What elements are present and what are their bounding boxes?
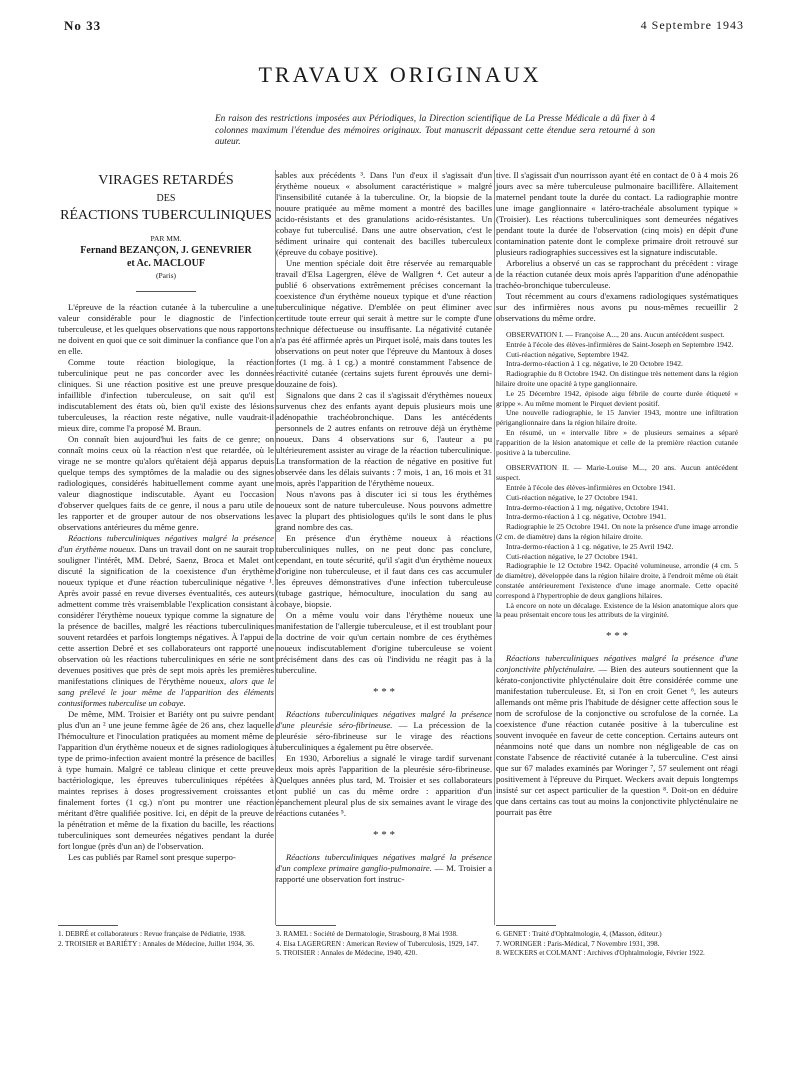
paragraph bbox=[58, 533, 274, 709]
paragraph: Signalons que dans 2 cas il s'agissait d'érythèmes noueux survenus chez des enfants ayant depuis plusieurs mois une adénopathie trachéobronchique. Dans les antécédents personnels de 2 autres enfants on retrouve déjà un érythème noueux. Dans 4 observations sur 6, l'auteur a pu ultérieurement assister au virage de la réaction tuberculinique. La transformation de la réaction de négative en positive fut observée dans les délais suivants : 7 mois, 1 an, 16 mois et 31 mois, après l'apparition de l'érythème noueux. bbox=[276, 390, 492, 488]
title-rule bbox=[136, 291, 196, 292]
section-stars: * * * bbox=[373, 829, 395, 841]
subheading-text: Dans un travail dont on ne saurait trop souligner l'intérêt, MM. Debré, Saenz, Broca et Malet ont discuté la signification de la coexistence d'un érythème noueux typique et d'une réaction tuberculinique négative ¹. Après avoir passé en revue diverses éventualités, ces auteurs admettent comme très vraisemblable l'explication consistant à considérer l'érythème noueux typique comme la signature de la présence de bacilles, malgré les réactions tuberculiniques souvent retardées et parfois longtemps négatives. À l'appui de cette assertion Debré et ses collaborateurs ont rapporté une observation où les réactions tuberculiniques en série ne sont devenues positives que près de sept mois après les premières manifestations cliniques de l'érythème noueux, bbox=[58, 544, 274, 686]
article-title-line1: VIRAGES RETARDÉS bbox=[98, 173, 234, 188]
column-divider bbox=[494, 170, 495, 925]
subheading: Réactions tuberculiniques négatives malgré la présence d'un érythème noueux. bbox=[58, 533, 274, 554]
editorial-notice: En raison des restrictions imposées aux Périodiques, la Direction scientifique de La Presse Médicale a dû fixer à 4 colonnes maximum l'étendue des mémoires originaux. Tout manuscrit dépassant cette étendue sera retourné à son auteur. bbox=[215, 114, 655, 147]
footnote-rule bbox=[58, 925, 118, 926]
obs-line: Là encore on note un décalage. Existence de la lésion anatomique alors que la peau présentait encore tous les attributs de la virginité. bbox=[496, 600, 738, 620]
paragraph: L'épreuve de la réaction cutanée à la tuberculine a une valeur considérable pour le diagnostic de l'infection tuberculeuse, et les quelques observations que nous rapportons ne doivent en quoi que ce soit diminuer la confiance que l'on a en elle. bbox=[58, 302, 274, 356]
paragraph bbox=[496, 653, 738, 818]
section-stars: * * * bbox=[373, 686, 395, 698]
footnote: 2. TROISIER et BARIÉTY : Annales de Médecine, Juillet 1934, 36. bbox=[58, 939, 255, 948]
obs-line: Radiographie le 25 Octobre 1941. On note la présence d'une image arrondie (2 cm. de diamètre) dans la région hilaire droite. bbox=[496, 522, 738, 541]
footnotes-col1 bbox=[58, 930, 274, 949]
paragraph bbox=[276, 709, 492, 753]
column-1 bbox=[58, 170, 274, 863]
obs-line: Intra-dermo-réaction à 1 cg. négative, le 25 Avril 1942. bbox=[506, 541, 674, 551]
paragraph: On a même voulu voir dans l'érythème noueux une manifestation de l'allergie tuberculeuse, et il est troublant pour la doctrine de voir qu'un certain nombre de ces érythèmes noueux indiscutablement d'origine tuberculeuse se voient précisément dans des cas où l'individu ne réagit pas à la tuberculine. bbox=[276, 610, 492, 675]
paragraph bbox=[276, 852, 492, 885]
paragraph: tive. Il s'agissait d'un nourrisson ayant été en contact de 0 à 4 mois 26 jours avec sa mère tuberculeuse pulmonaire bacillifère. Allaitement maternel pendant toute la durée du contact. La radiographie montre une image ganglionnaire « latéro-trachéale absolument typique » (Troisier). Les réactions tuberculiniques sont demeurées négatives pendant toute la durée de l'observation (cinq mois) en dépit d'une contamination patente dont le complexe primaire droit retrouvé sur plusieurs radiographies successives est la signature indiscutable. bbox=[496, 170, 738, 257]
footnote: 8. WECKERS et COLMANT : Archives d'Ophtalmologie, Février 1922. bbox=[496, 949, 705, 958]
subheading-text: — M. Troisier a rapporté une observation fort instruc- bbox=[276, 863, 492, 884]
obs-line: Entrée à l'école des élèves-infirmières en Octobre 1941. bbox=[506, 482, 676, 492]
paragraph: Tout récemment au cours d'examens radiologiques systématiques sur des infirmières nous avons pu nous-mêmes recueillir 2 observations du même ordre. bbox=[496, 291, 738, 323]
paragraph: sables aux précédents ³. Dans l'un d'eux il s'agissait d'un érythème noueux « absolument caractéristique » malgré l'insensibilité cutanée à la tuberculine. Or, la biopsie de la nouure pratiquée au même moment a montré des bacilles acido-résistants et des granulations acido-résistantes. Un cobaye fut tuberculisé. Dans une autre observation, c'est le sédiment urinaire qui contenait des bacilles tuberculeux (épreuve du cobaye positive). bbox=[276, 170, 492, 257]
obs-line: Cuti-réaction négative, Septembre 1942. bbox=[506, 349, 629, 359]
paragraph: Les cas publiés par Ramel sont presque superpo- bbox=[68, 852, 236, 862]
obs-line: Cuti-réaction négative, le 27 Octobre 1941. bbox=[506, 551, 638, 561]
authors-line1: Fernand BEZANÇON, J. GENEVRIER bbox=[80, 245, 252, 256]
obs-line: Le 25 Décembre 1942, épisode aigu fébrile de courte durée étiqueté « grippe ». Au même moment le Pirquet devient positif. bbox=[496, 388, 738, 408]
obs-line: Radiographie du 8 Octobre 1942. On distingue très nettement dans la région hilaire droite une opacité à type ganglionnaire. bbox=[496, 369, 738, 388]
paragraph: En présence d'un érythème noueux à réactions tuberculiniques nulles, on ne peut donc pas conclure, cependant, en toute sécurité, qu'il s'agit d'un érythème noueux d'origine non tuberculeuse, et il faut dans ces cas accumuler les épreuves démonstratives d'une infection tuberculeuse (tubage gastrique, hémoculture, inoculation du sang au cobaye, biopsie. bbox=[276, 533, 492, 609]
obs-line: OBSERVATION II. — Marie-Louise M..., 20 ans. Aucun antécédent suspect. bbox=[496, 463, 738, 483]
column-3 bbox=[496, 170, 738, 818]
obs-line: OBSERVATION I. — Françoise A..., 20 ans. Aucun antécédent suspect. bbox=[506, 330, 725, 339]
issue-date: 4 Septembre 1943 bbox=[640, 18, 744, 32]
subheading-text: — La précession de la pleurésie séro-fibrineuse sur le virage des réactions tuberculiniques a également pu être observée. bbox=[276, 720, 492, 752]
footnote-rule bbox=[496, 925, 556, 926]
subheading-text: — Bien des auteurs soutiennent que la kérato-conjonctivite phlycténulaire doit être considérée comme une manifestation tuberculeuse. Et, si l'on en croit Genet ⁶, les auteurs allemands ont même pris l'habitude de désigner cette affection sous le nom de scrofulose de la conjonctive ou scrofulose de la cornée. La coexistence d'une réaction cutanée positive à la tuberculine est souvent invoquée en faveur de cette conception. Certains auteurs ont néanmoins noté que dans un nombre non négligeable de cas on constate l'absence de réactivité cutanée à la tuberculine. C'est ainsi que sur 67 malades examinés par Woringer ⁷, 57 seulement ont réagi positivement à l'épreuve du Pirquet. Weckers avait depuis longtemps insisté sur cet aspect particulier de la question ⁸. Doit-on en déduire que dans certains cas tout au moins la conjonctivite phlycténulaire ne pourrait pas être bbox=[496, 664, 738, 818]
obs-line: Intra-dermo-réaction à 1 cg. négative, le 20 Octobre 1942. bbox=[506, 359, 683, 369]
column-2 bbox=[276, 170, 492, 885]
obs-line: Intra-dermo-réaction à 1 mg. négative, Octobre 1941. bbox=[506, 502, 669, 512]
footnote: 3. RAMEL : Société de Dermatologie, Strasbourg, 8 Mai 1938. bbox=[276, 930, 458, 938]
paragraph: Arborelius a observé un cas se rapprochant du précédent : virage de la réaction cutanée deux mois après l'apparition d'une adénopathie trachéo-bronchique tuberculeuse. bbox=[496, 258, 738, 290]
footnotes-col3 bbox=[496, 930, 738, 959]
subheading: Réactions tuberculiniques négatives malgré la présence d'une pleurésie séro-fibrineuse. bbox=[276, 709, 492, 730]
footnote: 6. GENET : Traité d'Ophtalmologie, 4, (Masson, éditeur.) bbox=[496, 930, 662, 938]
paragraph: En 1930, Arborelius a signalé le virage tardif survenant deux mois après l'apparition de la pleurésie séro-fibrineuse. Quelques années plus tard, M. Troisier et ses collaborateurs ont publié un cas du même ordre : apparition d'un épanchement pleural plus de six semaines avant le virage des réactions cutanées ⁵. bbox=[276, 753, 492, 818]
obs-line: Radiographie le 12 Octobre 1942. Opacité volumineuse, arrondie (4 cm. 5 de diamètre), développée dans la région hilaire droite, à l'endroit même où était constatée antérieurement l'existence d'une image anormale. Cette opacité correspond à l'hypertrophie de deux ganglions hilaires. bbox=[496, 561, 738, 600]
obs-line: Entrée à l'école des élèves-infirmières de Saint-Joseph en Septembre 1942. bbox=[506, 339, 734, 349]
authors-intro: PAR MM. bbox=[150, 234, 182, 243]
obs-line: Une nouvelle radiographie, le 15 Janvier 1943, montre une infiltration périganglionnaire dans la région hilaire droite. bbox=[496, 408, 738, 428]
footnote: 5. TROISIER : Annales de Médecine, 1940, 420. bbox=[276, 949, 418, 958]
footnote-rule bbox=[276, 925, 336, 926]
observation-2 bbox=[496, 463, 738, 620]
observation-1 bbox=[496, 330, 738, 457]
authors-line2: et Ac. MACLOUF bbox=[126, 258, 206, 269]
footnote: 4. Elsa LAGERGREN : American Review of Tuberculosis, 1929, 147. bbox=[276, 939, 479, 948]
article-title-des: DES bbox=[156, 193, 176, 204]
obs-line: Cuti-réaction négative, le 27 Octobre 1941. bbox=[506, 492, 638, 502]
footnotes-col2 bbox=[276, 930, 492, 959]
obs-line: En résumé, un « intervalle libre » de plusieurs semaines a séparé l'apparition de la lésion anatomique et celle de la première réaction cutanée positive à la tuberculine. bbox=[496, 427, 738, 457]
subheading: Réactions tuberculiniques négatives malgré la présence d'une conjonctivite phlycténulaire. bbox=[496, 653, 738, 675]
paragraph: Une mention spéciale doit être réservée au remarquable travail d'Elsa Lagergren, élève de Wallgren ⁴. Cet auteur a publié 6 observations extrêmement précises concernant la coexistence d'un érythème noueux typique et d'une réaction tuberculinique négative. D'emblée on peut éliminer avec certitude toute erreur qui serait à mettre sur le compte d'une technique défectueuse ou insuffisante. La négativité cutanée n'a pas été affirmée après un Pirquet isolé, mais dans toutes les observations on peut noter que l'épreuve du Mantoux à doses fortes (1 mg. à 1 cg.) a montré constamment l'absence de réactivité cutanée (certains sujets furent éprouvés une demi-douzaine de fois). bbox=[276, 258, 492, 389]
section-stars: * * * bbox=[606, 630, 628, 643]
obs-line: Intra-dermo-réaction à 1 cg. négative, Octobre 1941. bbox=[506, 512, 667, 522]
footnote: 7. WORINGER : Paris-Médical, 7 Novembre 1931, 398. bbox=[496, 939, 660, 948]
issue-number: No 33 bbox=[64, 18, 102, 33]
author-city: (Paris) bbox=[156, 271, 176, 280]
subheading: Réactions tuberculiniques négatives malgré la présence d'un complexe primaire ganglio-pulmonaire. bbox=[276, 852, 492, 873]
italic-text: alors que le sang prélevé le jour même de l'apparition des éléments contusiformes tuberculise un cobaye. bbox=[58, 676, 274, 708]
article-title-line2: RÉACTIONS TUBERCULINIQUES bbox=[60, 208, 272, 223]
paragraph: On connaît bien aujourd'hui les faits de ce genre; on connaît moins ceux où la réaction n'est que retardée, où le virage ne se montre qu'alors qu'étaient déjà apparus depuis quelque temps des symptômes de la maladie ou des signes radiologiques, considérés habituellement comme ayant une valeur diagnostique indiscutable. Ayant eu l'occasion d'observer quelques faits de ce genre, il nous a paru utile de les rapporter et de grouper autour de nos observations les observations antérieures du même genre. bbox=[58, 434, 274, 532]
paragraph: Comme toute réaction biologique, la réaction tuberculinique peut ne pas concorder avec les données cliniques. Si une réaction positive est une preuve presque infaillible d'infection tuberculeuse, on sait qu'il est indiscutablement des états où, bien qu'il existe des lésions tuberculeuses, la réaction reste négative, nulle vaudrait-il mieux dire, comme l'a proposé M. Braun. bbox=[58, 357, 274, 433]
paragraph: Nous n'avons pas à discuter ici si tous les érythèmes noueux sont de nature tuberculeuse. Nous pouvons admettre avec la plupart des phtisiologues qu'ils le sont dans le plus grand nombre des cas. bbox=[276, 489, 492, 532]
footnote: 1. DEBRÉ et collaborateurs : Revue française de Pédiatrie, 1938. bbox=[58, 930, 246, 938]
section-title: TRAVAUX ORIGINAUX bbox=[258, 62, 542, 87]
paragraph: De même, MM. Troisier et Bariéty ont pu suivre pendant plus d'un an ² une jeune femme âgée de 26 ans, chez laquelle l'hémoculture et l'inoculation pratiquées au moment même de l'apparition d'un érythème noueux et de signes radiologiques à type de primo-infection avaient montré la présence de bacilles à type humain. Malgré ce tableau clinique et cette preuve bactériologique, les épreuves tuberculiniques répétées à maintes reprises à doses progressivement croissantes et finalement fortes (1 cg.) n'ont pu montrer une réaction méritant d'être qualifiée positive. Ici, en dépit de la preuve de la pénétration et même de la fixation du bacille, les réactions tuberculiniques sont demeurées négatives pendant la durée fort longue (près d'un an) de l'observation. bbox=[58, 709, 274, 851]
